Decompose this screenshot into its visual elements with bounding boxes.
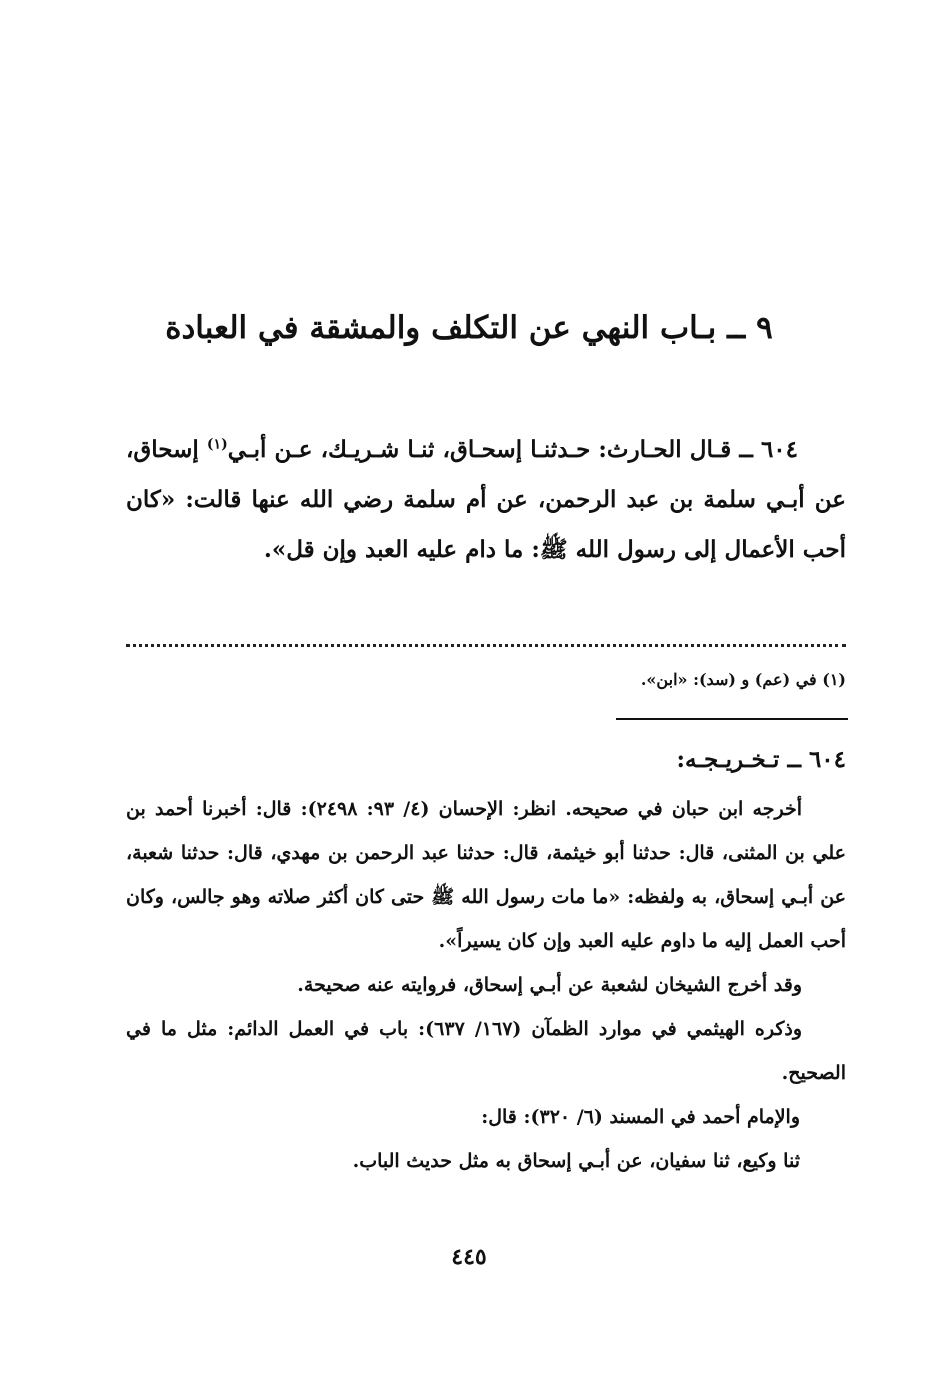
hadith-number: ٦٠٤ ــ [739, 436, 799, 463]
chapter-title: ٩ ــ بـاب النهي عن التكلف والمشقة في العبادة [165, 310, 773, 346]
page-number: ٤٤٥ [451, 1244, 487, 1270]
footnote-reference: (١) [206, 436, 228, 453]
takhrij-heading: ٦٠٤ ــ تـخـريـجـه: [676, 746, 846, 773]
takhrij-paragraph: وذكره الهيثمي في موارد الظمآن (١٦٧/ ٦٣٧): باب في العمل الدائم: مثل ما في الصحيح. [126, 1018, 846, 1084]
section-divider [616, 718, 848, 720]
hadith-text [126, 425, 846, 575]
footnote-dotted-separator [126, 644, 846, 647]
takhrij-paragraph: ثنا وكيع، ثنا سفيان، عن أبـي إسحاق به مثل حديث الباب. [352, 1150, 800, 1172]
footnote: (١) في (عم) و (سد): «ابن». [640, 670, 846, 689]
takhrij-paragraph: وقد أخرج الشيخان لشعبة عن أبـي إسحاق، فروايته عنه صحيحة. [297, 974, 802, 996]
takhrij-paragraph: والإمام أحمد في المسند (٦/ ٣٢٠): قال: [481, 1106, 800, 1128]
takhrij-body [126, 787, 846, 1183]
hadith-text-start: قـال الحـارث: حـدثنـا إسحـاق، ثنـا شـريـك، عـن أبـي [227, 436, 732, 463]
hadith-text-end: إسحاق، عن أبـي سلمة بن عبد الرحمن، عن أم سلمة رضي الله عنها قالت: «كان أحب الأعمال إلى رسول الله ﷺ: ما دام عليه العبد وإن قل». [126, 436, 846, 563]
takhrij-paragraph: أخرجه ابن حبان في صحيحه. انظر: الإحسان (٤/ ٩٣: ٢٤٩٨): قال: أخبرنا أحمد بن علي بن المثنى، قال: حدثنا أبو خيثمة، قال: حدثنا عبد الرحمن بن مهدي، قال: حدثنا شعبة، عن أبـي إسحاق، به ولفظه: «ما مات رسول الله ﷺ حتى كان أكثر صلاته وهو جالس، وكان أحب العمل إليه ما داوم عليه العبد وإن كان يسيراً». [126, 798, 846, 952]
